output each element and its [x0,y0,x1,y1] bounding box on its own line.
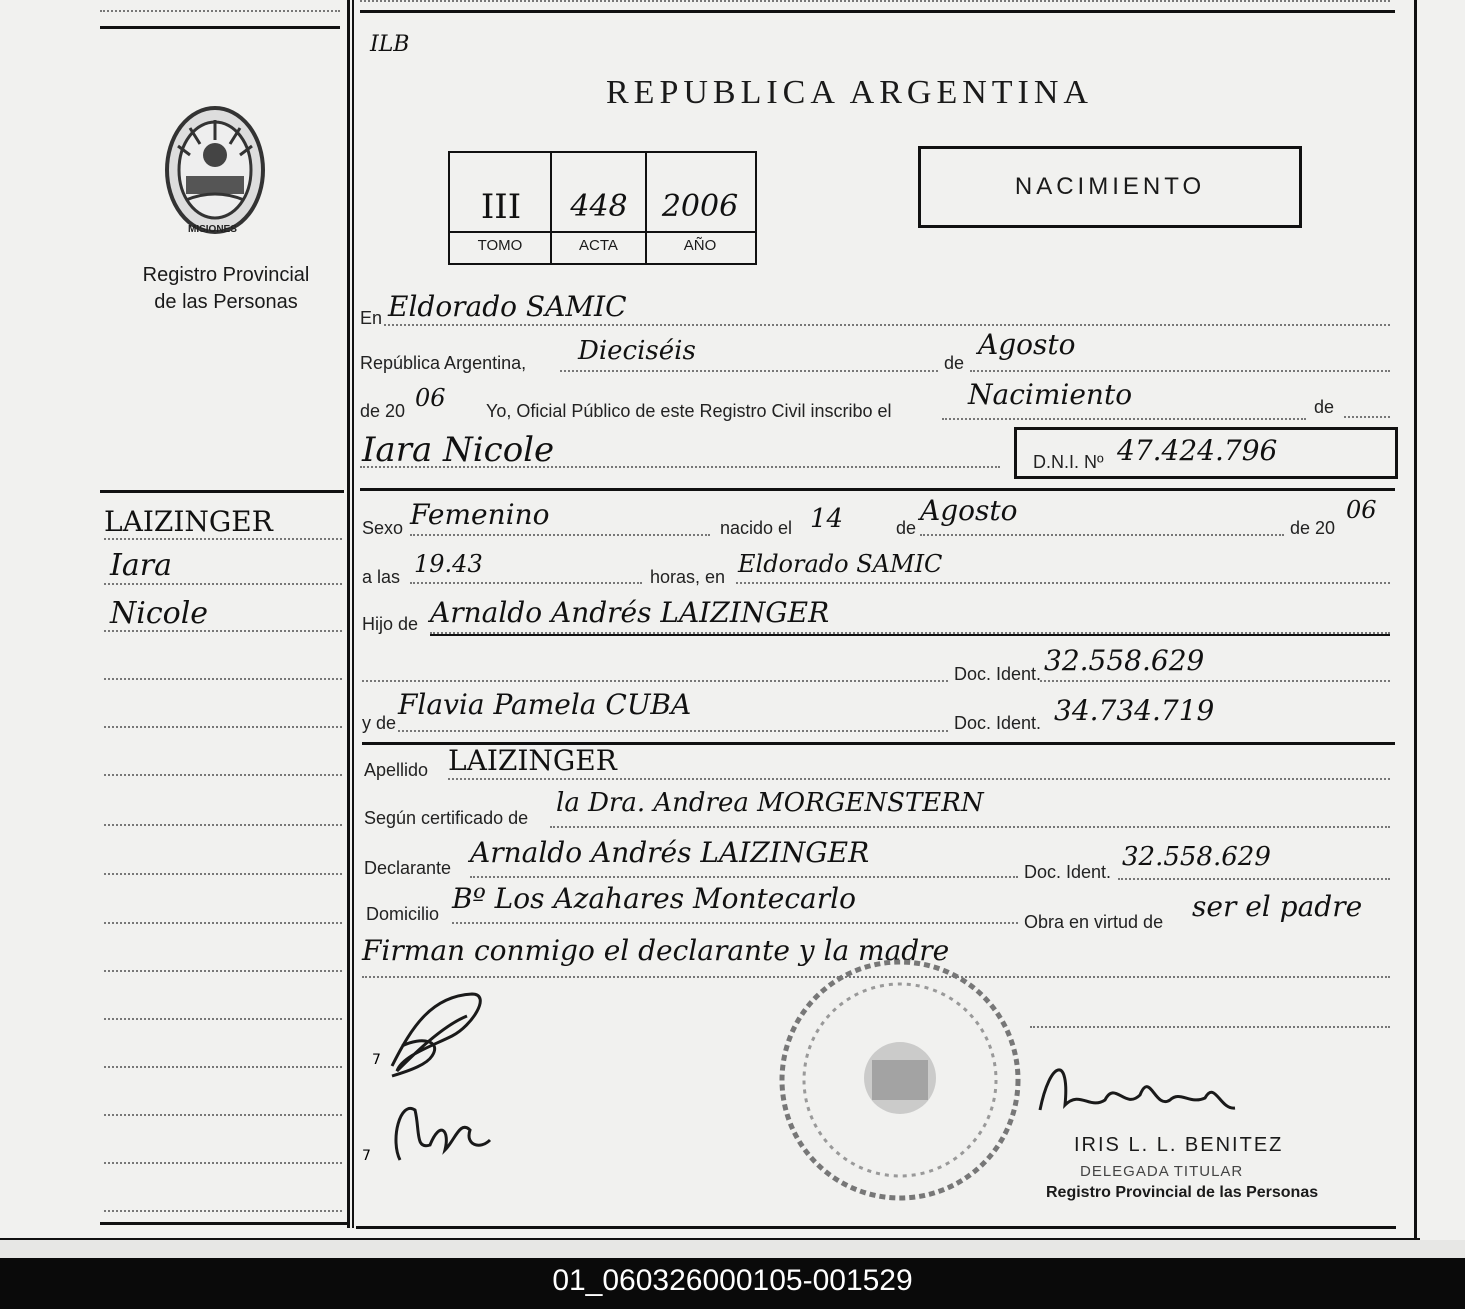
doc-type-box [918,146,1302,228]
country-title: REPUBLICA ARGENTINA [606,74,1093,111]
tomo-label: TOMO [477,237,523,254]
de-label-1: de [944,353,965,373]
hijo-label: Hijo de [362,614,419,634]
seal-bottom-text: MISIONES [188,224,237,235]
right-vertical-rule [1414,0,1417,1240]
sexo-line [410,534,710,536]
declarante-doc-line [1118,878,1390,880]
margin-line-11 [104,1018,342,1020]
dni-value: 47.424.796 [1117,434,1278,467]
ano-value: 2006 [661,189,739,224]
de20-label-2: de 20 [1290,518,1336,538]
footer-bar [0,1258,1465,1309]
declarante-line [470,876,1018,878]
father-doc: 32.558.629 [1044,644,1205,677]
domicilio-value: Bº Los Azahares Montecarlo [452,882,856,915]
svg-text:7: 7 [372,1052,381,1068]
margin-line-3 [104,630,342,632]
father-value: Arnaldo Andrés LAIZINGER [430,596,830,629]
declarante-value: Arnaldo Andrés LAIZINGER [470,836,870,869]
margin-line-14 [104,1162,342,1164]
margin-name-2: Iara [110,548,172,583]
margin-line-1 [104,538,342,540]
record-table [448,151,757,265]
apellido-line [448,778,1390,780]
margin-line-15 [104,1210,342,1212]
acta-value: 448 [570,189,628,224]
mother-line [398,730,948,732]
dni-box [1014,427,1398,479]
top-dotted-left [100,10,340,12]
obra-label: Obra en virtud de [1024,912,1164,932]
act-line [942,418,1306,420]
birth-year: 06 [1346,496,1377,524]
officer-title: DELEGADA TITULAR [1080,1163,1244,1180]
provincial-seal [160,100,270,240]
birth-month-line [920,534,1284,536]
republica-label: República Argentina, [360,353,527,373]
top-rule-left [100,26,340,29]
signature-1 [372,986,502,1086]
bottom-rule-right [356,1226,1396,1229]
month-line [970,370,1390,372]
firman-value: Firman conmigo el declarante y la madre [362,934,950,967]
yde-label: y de [362,713,397,733]
de-label-3: de [896,518,917,538]
doc-ident-label-2: Doc. Ident. [954,713,1042,733]
margin-line-12 [104,1066,342,1068]
margin-name-1: LAIZINGER [104,505,273,538]
signature-2 [360,1090,510,1170]
de20-label: de 20 [360,401,406,421]
yo-label: Yo, Oficial Público de este Registro Civil inscribo el [486,401,892,421]
registry-line1: Registro Provincial [142,264,310,286]
en-line [384,324,1390,326]
sexo-label: Sexo [362,518,404,538]
name-value: Iara Nicole [362,430,555,470]
apellido-value: LAIZINGER [448,744,617,777]
section-rule-right [360,488,1395,491]
domicilio-label: Domicilio [366,904,440,924]
file-id: 01_060326000105-001529 [552,1264,913,1297]
nacido-label: nacido el [720,518,793,538]
horas-label: horas, en [650,567,726,587]
dni-label: D.N.I. Nº [1033,452,1104,472]
section-rule-left [100,490,344,493]
margin-line-4 [104,678,342,680]
doc-ident-label: Doc. Ident. [954,664,1042,684]
margin-line-9 [104,922,342,924]
segun-label: Según certificado de [364,808,529,828]
margin-line-7 [104,824,342,826]
bottom-rule-left [100,1222,350,1225]
sexo-value: Femenino [410,498,550,531]
page-bottom-shadow [0,1240,1465,1258]
margin-line-10 [104,970,342,972]
mother-value: Flavia Pamela CUBA [398,688,692,721]
de-label-2: de [1314,397,1335,417]
en-value: Eldorado SAMIC [388,290,627,323]
left-vertical-rule [347,0,350,1228]
father-doc-line [1040,680,1390,682]
margin-name-3: Nicole [110,596,209,631]
officer-name: IRIS L. L. BENITEZ [1074,1134,1284,1156]
hour-line [410,582,642,584]
officer-office: Registro Provincial de las Personas [1046,1184,1319,1201]
doc-type-label: NACIMIENTO [1014,173,1206,200]
top-dotted-right [360,0,1390,2]
ano-label: AÑO [683,237,717,254]
en-label: En [360,308,383,328]
registry-line2: de las Personas [154,291,298,313]
domicilio-line [452,922,1018,924]
act-value: Nacimiento [968,378,1133,411]
month-value: Agosto [978,328,1076,361]
place-line [736,582,1390,584]
initials: ILB [370,32,410,57]
officer-signature [1030,1050,1250,1130]
place-value: Eldorado SAMIC [738,550,943,578]
margin-line-13 [104,1114,342,1116]
obra-value: ser el padre [1192,890,1363,923]
de-end-line [1344,416,1390,418]
alas-label: a las [362,567,401,587]
blank-line-1 [1030,1026,1390,1028]
hour-value: 19.43 [414,550,483,578]
segun-line [550,826,1390,828]
doc-ident-label-3: Doc. Ident. [1024,862,1112,882]
apellido-label: Apellido [364,760,429,780]
birth-month: Agosto [920,494,1018,527]
margin-line-2 [104,583,342,585]
margin-line-8 [104,873,342,875]
father-underline [430,634,1390,636]
declarante-label: Declarante [364,858,452,878]
official-stamp [770,950,1030,1210]
svg-text:7: 7 [362,1148,371,1164]
declarante-doc: 32.558.629 [1122,842,1271,872]
day-line [560,370,938,372]
birth-day: 14 [810,504,844,534]
tomo-value: III [480,187,522,227]
father-line-2 [362,680,948,682]
top-rule-right [360,10,1395,13]
acta-label: ACTA [579,237,618,254]
margin-line-5 [104,726,342,728]
margin-line-6 [104,774,342,776]
name-line [360,466,1000,468]
mother-doc: 34.734.719 [1054,694,1215,727]
segun-value: la Dra. Andrea MORGENSTERN [556,788,984,818]
year-short: 06 [415,384,446,412]
left-vertical-rule-2 [352,0,354,1228]
day-value: Dieciséis [578,336,696,366]
